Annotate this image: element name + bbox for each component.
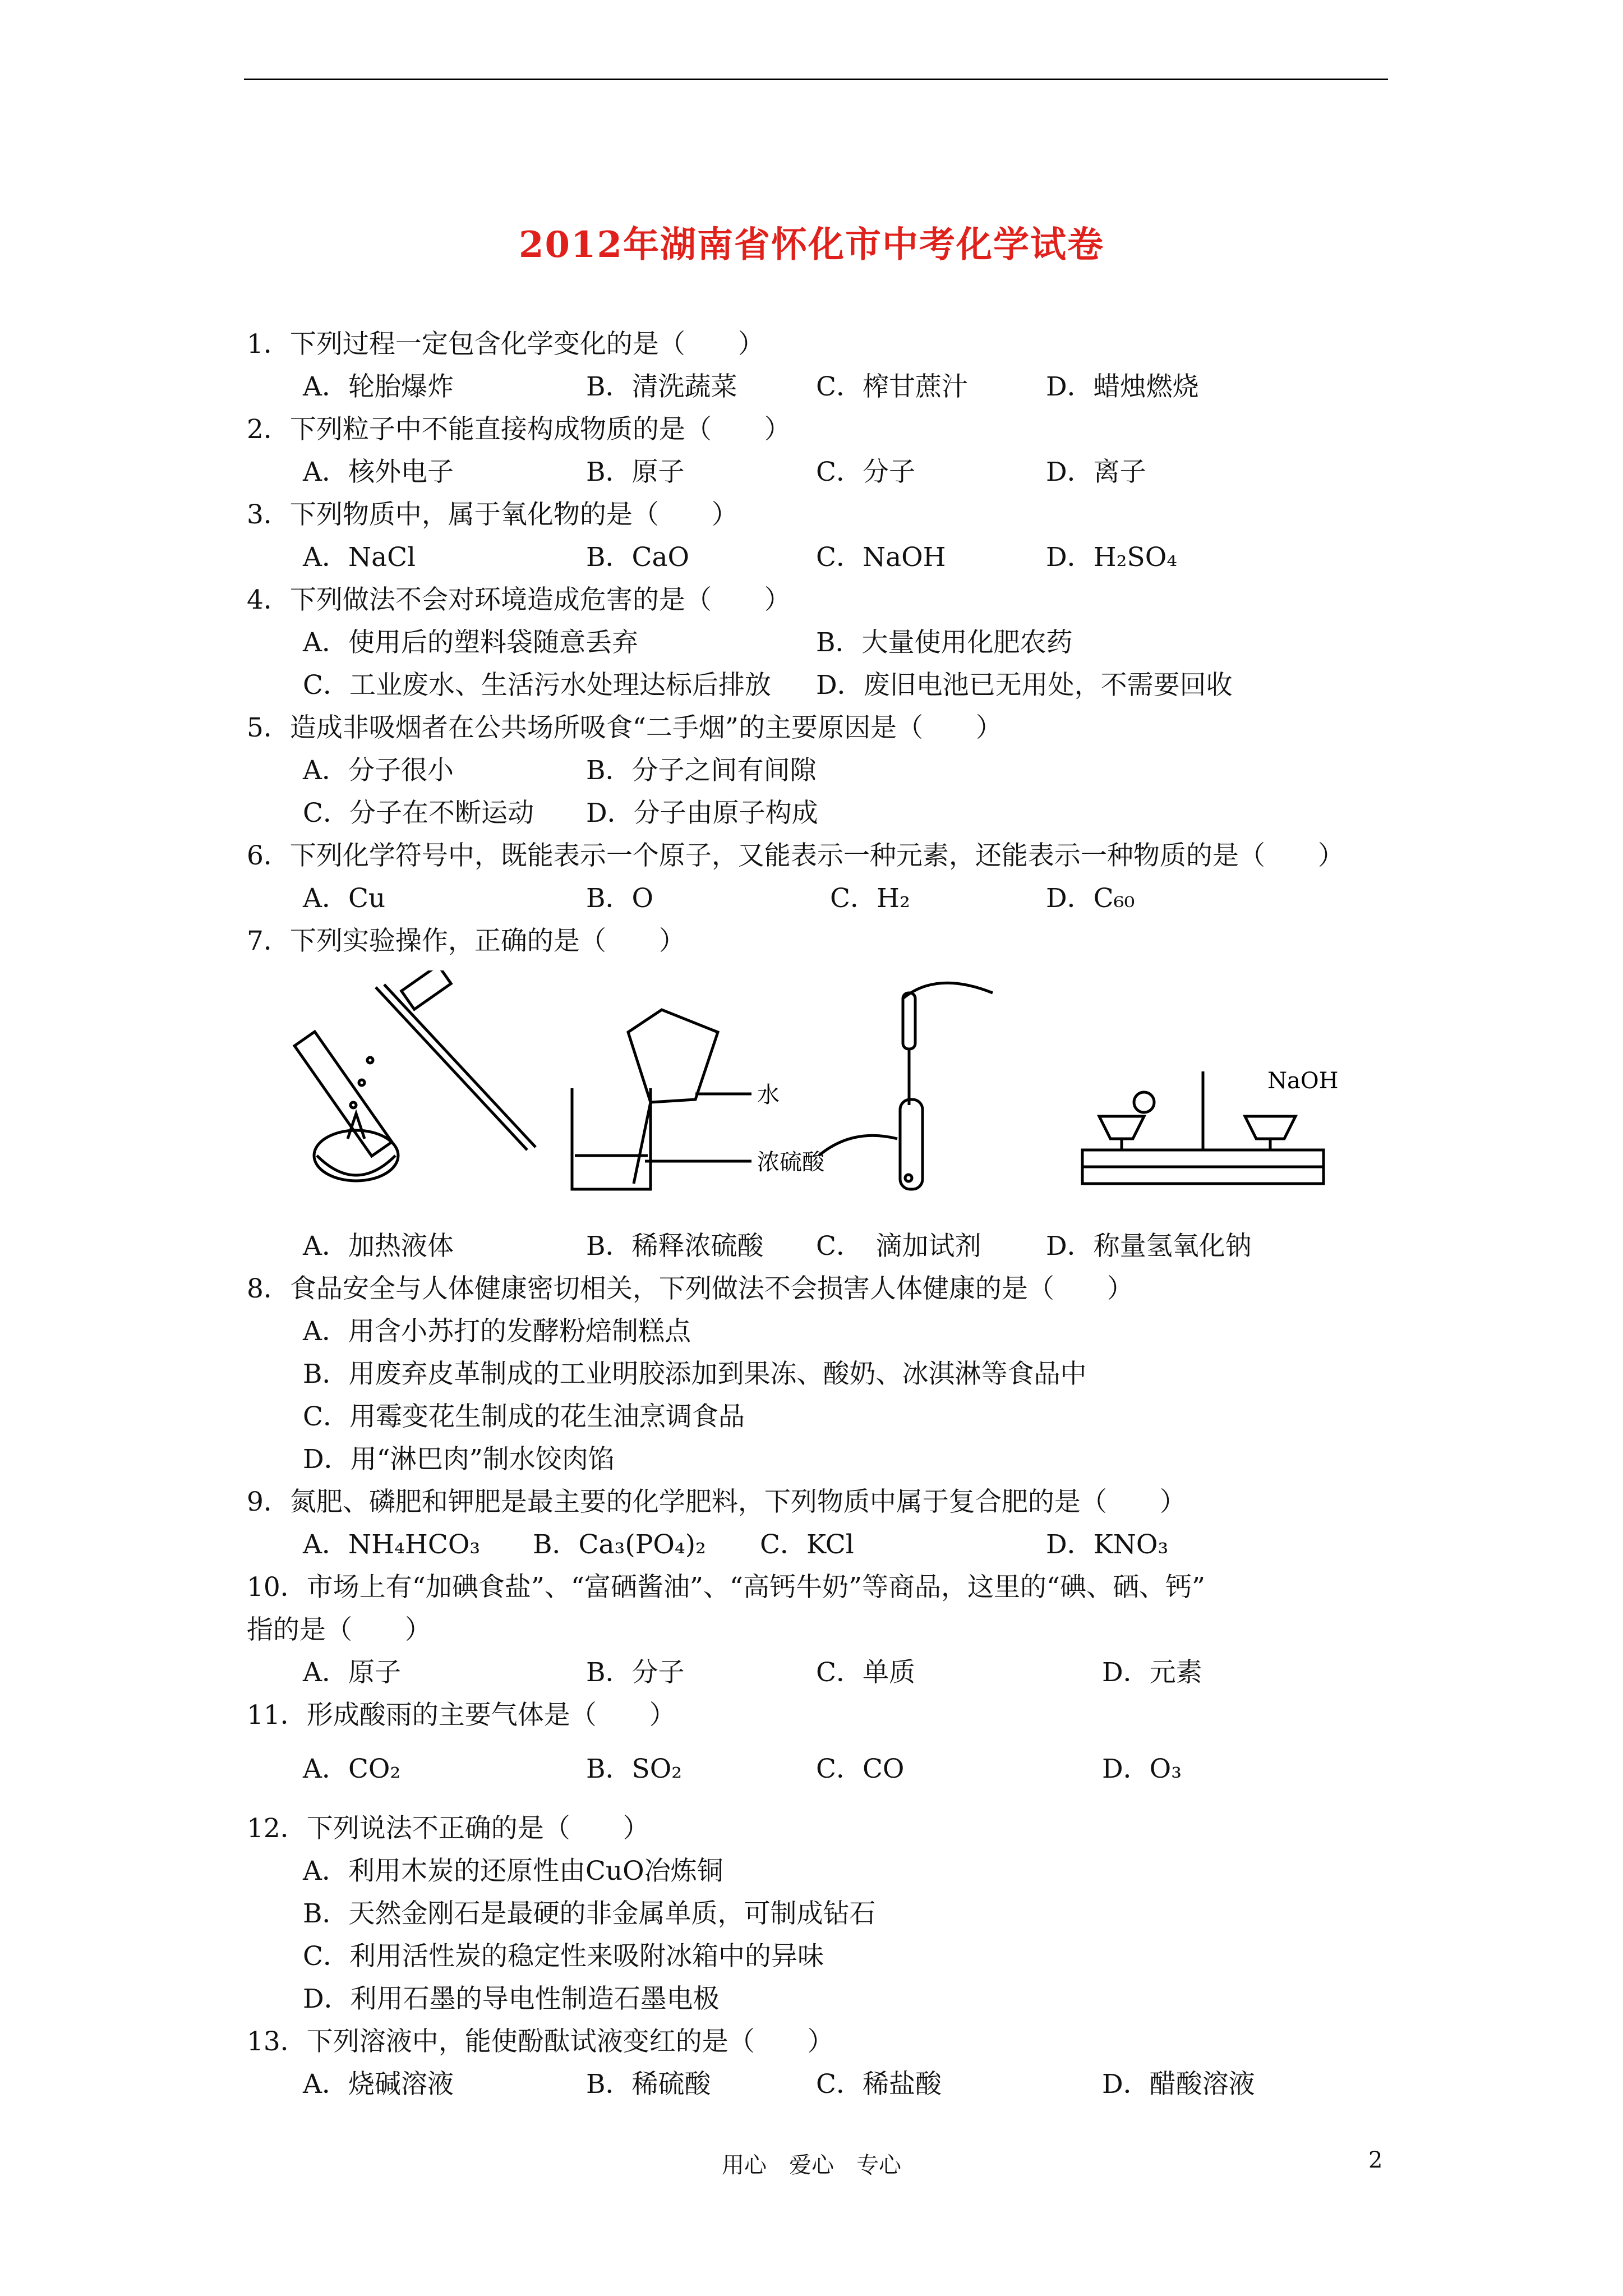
question-8-stem: 8．食品安全与人体健康密切相关，下列做法不会损害人体健康的是（ ）: [247, 1273, 1133, 1304]
diluting-acid-illustration: [572, 1010, 751, 1189]
q8-option-b: B．用废弃皮革制成的工业明胶添加到果冻、酸奶、冰淇淋等食品中: [303, 1359, 1087, 1389]
q11-option-d: D．O₃: [1102, 1754, 1182, 1784]
question-10-stem: 10．市场上有“加碘食盐”、“富硒酱油”、“高钙牛奶”等商品，这里的“碘、硒、钙”: [247, 1572, 1206, 1603]
q9-option-c: C．KCl: [760, 1529, 854, 1560]
q12-option-a: A．利用木炭的还原性由CuO冶炼铜: [303, 1856, 723, 1887]
page-title: 2012年湖南省怀化市中考化学试卷: [518, 224, 1105, 266]
q10-option-d: D．元素: [1102, 1657, 1202, 1688]
q1-option-b: B．清洗蔬菜: [586, 371, 737, 402]
q5-option-b: B．分子之间有间隙: [586, 755, 817, 786]
q7-option-c: C． 滴加试剂: [816, 1231, 981, 1262]
q5-option-c: C．分子在不断运动: [303, 798, 534, 829]
question-10-stem-continued: 指的是（ ）: [247, 1614, 431, 1645]
question-1-stem: 1．下列过程一定包含化学变化的是（ ）: [247, 329, 764, 360]
question-4-stem: 4．下列做法不会对环境造成危害的是（ ）: [247, 585, 791, 615]
q13-option-b: B．稀硫酸: [586, 2069, 711, 2100]
q11-option-a: A．CO₂: [303, 1754, 401, 1784]
q6-option-c: C．H₂: [830, 883, 910, 914]
q3-option-c: C．NaOH: [816, 542, 946, 573]
q4-option-c: C．工业废水、生活污水处理达标后排放: [303, 670, 771, 701]
q9-option-d: D．KNO₃: [1046, 1529, 1169, 1560]
dropping-reagent-illustration: [819, 983, 993, 1189]
q10-option-a: A．原子: [303, 1657, 401, 1688]
heating-liquid-illustration: [294, 970, 536, 1181]
q3-option-b: B．CaO: [586, 542, 690, 573]
q7-option-b: B．稀释浓硫酸: [586, 1231, 764, 1262]
q1-option-a: A．轮胎爆炸: [303, 371, 454, 402]
q6-option-a: A．Cu: [303, 883, 386, 914]
q11-option-c: C．CO: [816, 1754, 905, 1784]
question-9-stem: 9．氮肥、磷肥和钾肥是最主要的化学肥料，下列物质中属于复合肥的是（ ）: [247, 1487, 1186, 1517]
q3-option-a: A．NaCl: [303, 542, 416, 573]
question-11-stem: 11．形成酸雨的主要气体是（ ）: [247, 1700, 676, 1731]
q4-option-b: B．大量使用化肥农药: [816, 627, 1073, 658]
q13-option-a: A．烧碱溶液: [303, 2069, 454, 2100]
question-12-stem: 12．下列说法不正确的是（ ）: [247, 1813, 649, 1844]
question-3-stem: 3．下列物质中，属于氧化物的是（ ）: [247, 499, 738, 530]
q7-option-d: D．称量氢氧化钠: [1046, 1231, 1252, 1262]
q11-option-b: B．SO₂: [586, 1754, 683, 1784]
question-7-stem: 7．下列实验操作，正确的是（ ）: [247, 926, 685, 956]
page-number: 2: [1368, 2147, 1383, 2173]
q10-option-c: C．单质: [816, 1657, 915, 1688]
question-2-stem: 2．下列粒子中不能直接构成物质的是（ ）: [247, 414, 791, 445]
q5-option-d: D．分子由原子构成: [586, 798, 818, 829]
figure-label-water: 水: [757, 1082, 780, 1108]
q4-option-d: D．废旧电池已无用处，不需要回收: [816, 670, 1233, 701]
q2-option-a: A．核外电子: [303, 457, 454, 487]
q8-option-d: D．用“淋巴肉”制水饺肉馅: [303, 1444, 615, 1475]
page-footer: 用心 爱心 专心: [722, 2152, 901, 2178]
q10-option-b: B．分子: [586, 1657, 685, 1688]
question-6-stem: 6．下列化学符号中，既能表示一个原子，又能表示一种元素，还能表示一种物质的是（ ）: [247, 840, 1344, 871]
q4-option-a: A．使用后的塑料袋随意丢弃: [303, 627, 638, 658]
header-rule: [244, 79, 1388, 80]
figure-label-acid: 浓硫酸: [757, 1149, 824, 1175]
experiment-figure: [292, 970, 1346, 1206]
q5-option-a: A．分子很小: [303, 755, 454, 786]
q13-option-c: C．稀盐酸: [816, 2069, 942, 2100]
q13-option-d: D．醋酸溶液: [1102, 2069, 1255, 2100]
q12-option-b: B．天然金刚石是最硬的非金属单质，可制成钻石: [303, 1898, 876, 1929]
question-5-stem: 5．造成非吸烟者在公共场所吸食“二手烟”的主要原因是（ ）: [247, 712, 1002, 743]
q6-option-d: D．C₆₀: [1046, 883, 1135, 914]
figure-label-naoh: NaOH: [1267, 1068, 1339, 1094]
q12-option-d: D．利用石墨的导电性制造石墨电极: [303, 1984, 720, 2014]
q6-option-b: B．O: [586, 883, 654, 914]
q12-option-c: C．利用活性炭的稳定性来吸附冰箱中的异味: [303, 1941, 824, 1972]
q9-option-a: A．NH₄HCO₃: [303, 1529, 481, 1560]
q1-option-c: C．榨甘蔗汁: [816, 371, 968, 402]
q8-option-a: A．用含小苏打的发酵粉焙制糕点: [303, 1316, 691, 1347]
question-13-stem: 13．下列溶液中，能使酚酞试液变红的是（ ）: [247, 2026, 834, 2057]
q8-option-c: C．用霉变花生制成的花生油烹调食品: [303, 1401, 745, 1432]
q9-option-b: B．Ca₃(PO₄)₂: [533, 1529, 706, 1560]
q7-option-a: A．加热液体: [303, 1231, 454, 1262]
q2-option-d: D．离子: [1046, 457, 1146, 487]
q2-option-b: B．原子: [586, 457, 685, 487]
q3-option-d: D．H₂SO₄: [1046, 542, 1178, 573]
q1-option-d: D．蜡烛燃烧: [1046, 371, 1199, 402]
q2-option-c: C．分子: [816, 457, 915, 487]
